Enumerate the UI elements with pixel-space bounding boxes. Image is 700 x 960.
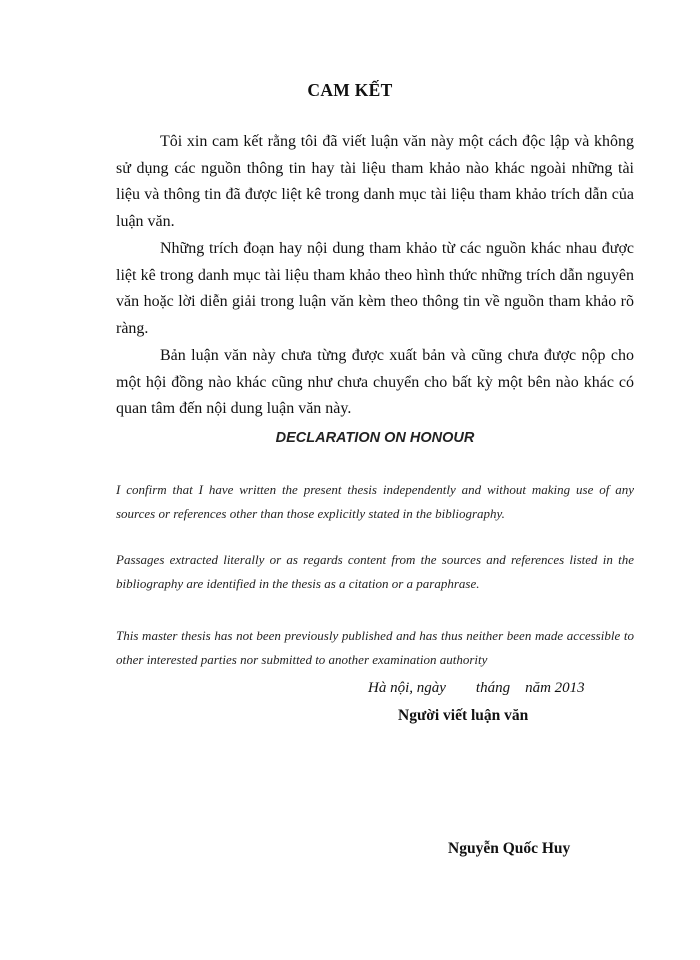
declaration-title: DECLARATION ON HONOUR	[275, 430, 475, 446]
commitment-paragraph-2	[116, 236, 634, 342]
signer-name: Nguyễn Quốc Huy	[448, 840, 571, 857]
commitment-paragraph-3	[116, 343, 634, 423]
paragraph-text: Bản luận văn này chưa từng được xuất bản và cũng chưa được nộp cho một hội đồng nào khác cũng như chưa chuyển cho bất kỳ một bên nào khác có quan tâm đến nội dung luận văn này.	[116, 347, 634, 417]
paragraph-text: Tôi xin cam kết rằng tôi đã viết luận văn này một cách độc lập và không sử dụng các nguồn thông tin hay tài liệu tham khảo nào khác ngoài những tài liệu và thông tin đã được liệt kê trong danh mục tài liệu tham khảo trích dẫn của luận văn.	[116, 133, 634, 230]
declaration-paragraph-1: I confirm that I have written the present thesis independently and without making use of any sources or references other than those explicitly stated in the bibliography.	[116, 482, 634, 521]
page-title: CAM KẾT	[307, 80, 393, 100]
declaration-paragraph-2: Passages extracted literally or as regards content from the sources and references listed in the bibliography are identified in the thesis as a citation or a paraphrase.	[116, 552, 634, 591]
declaration-paragraph-3: This master thesis has not been previously published and has thus neither been made accessible to other interested parties nor submitted to another examination authority	[116, 628, 634, 667]
signer-role: Người viết luận văn	[398, 707, 529, 724]
date-line: Hà nội, ngày tháng năm 2013	[368, 680, 585, 696]
commitment-paragraph-1	[116, 129, 634, 235]
paragraph-text: Những trích đoạn hay nội dung tham khảo từ các nguồn khác nhau được liệt kê trong danh mục tài liệu tham khảo theo hình thức những trích dẫn nguyên văn hoặc lời diễn giải trong luận văn kèm theo thông tin về nguồn tham khảo rõ ràng.	[116, 240, 634, 337]
